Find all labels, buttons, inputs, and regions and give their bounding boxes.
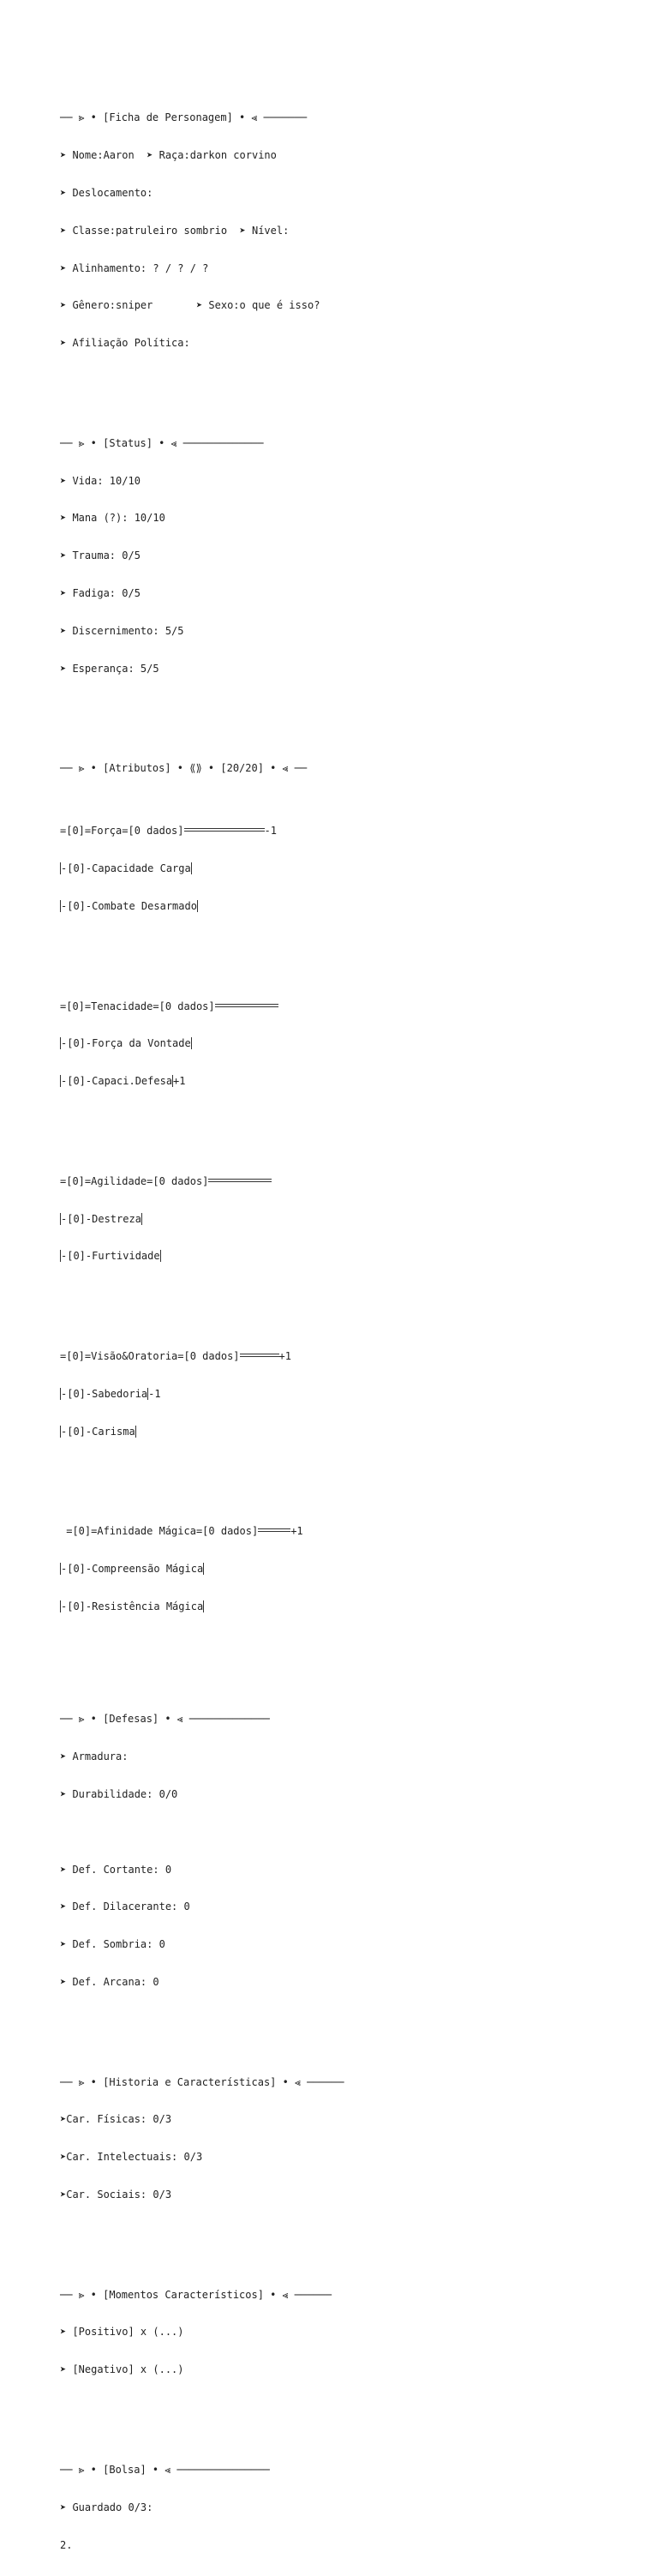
defense-item: ➤ Def. Dilacerante: 0 bbox=[60, 1900, 190, 1913]
attribute-title: =[0]=Força=[0 dados] bbox=[60, 825, 184, 838]
armadura-line: ➤ Armadura: bbox=[60, 1750, 129, 1763]
attribute-rule bbox=[208, 1179, 272, 1182]
spacer bbox=[60, 1463, 643, 1476]
border-bar bbox=[203, 1600, 204, 1612]
sub-attribute-modifier: -1 bbox=[148, 1387, 161, 1400]
attribute-modifier: +1 bbox=[290, 1525, 303, 1538]
sub-attribute: -[0]-Destreza bbox=[61, 1212, 141, 1225]
status-item: ➤ Vida: 10/10 bbox=[60, 474, 141, 487]
attribute-title-forca bbox=[60, 825, 643, 838]
attribute-rule bbox=[184, 828, 265, 832]
attribute-title-afinidade-magica bbox=[60, 1525, 643, 1538]
sub-attribute: -[0]-Compreensão Mágica bbox=[61, 1563, 204, 1576]
section-header-atributos: ── ⪢ • [Atributos] • ⟪⟫ • [20/20] • ⪡ ── bbox=[60, 762, 308, 775]
sub-attribute-row bbox=[60, 1600, 643, 1613]
attribute-title: =[0]=Agilidade=[0 dados] bbox=[60, 1174, 209, 1187]
classe-nivel-line: ➤ Classe:patruleiro sombrio ➤ Nível: bbox=[60, 224, 290, 237]
status-item: ➤ Mana (?): 10/10 bbox=[60, 512, 165, 525]
spacer bbox=[60, 375, 643, 387]
section-header-momentos: ── ⪢ • [Momentos Característicos] • ⪡ ────── bbox=[60, 2288, 332, 2301]
section-header-ficha: ── ⪢ • [Ficha de Personagem] • ⪡ ─────── bbox=[60, 111, 308, 124]
characteristic-item: ➤Car. Intelectuais: 0/3 bbox=[60, 2151, 203, 2164]
genero-sexo-line: ➤ Gênero:sniper ➤ Sexo:o que é isso? bbox=[60, 299, 320, 312]
sub-attribute-row bbox=[60, 1037, 643, 1050]
sub-attribute-row bbox=[60, 900, 643, 913]
attribute-rule bbox=[240, 1354, 279, 1357]
attribute-title-tenacidade bbox=[60, 1000, 643, 1013]
sub-attribute-row bbox=[60, 1426, 643, 1438]
sub-attribute: -[0]-Sabedoria bbox=[61, 1387, 148, 1400]
sub-attribute: -[0]-Carisma bbox=[61, 1425, 135, 1438]
afiliacao-line: ➤ Afiliação Política: bbox=[60, 337, 190, 350]
sub-attribute: -[0]-Capaci.Defesa bbox=[61, 1075, 173, 1088]
status-item: ➤ Fadiga: 0/5 bbox=[60, 586, 141, 599]
section-header-bolsa: ── ⪢ • [Bolsa] • ⪡ ─────────────── bbox=[60, 2464, 270, 2476]
spacer bbox=[60, 938, 643, 951]
durabilidade-line: ➤ Durabilidade: 0/0 bbox=[60, 1787, 178, 1800]
spacer bbox=[60, 1826, 643, 1839]
alinhamento-line: ➤ Alinhamento: ? / ? / ? bbox=[60, 261, 209, 274]
guardado-line: ➤ Guardado 0/3: bbox=[60, 2501, 153, 2513]
section-header-status: ── ⪢ • [Status] • ⪡ ───────────── bbox=[60, 436, 264, 449]
attribute-rule bbox=[215, 1004, 278, 1007]
spacer bbox=[60, 1638, 643, 1663]
sub-attribute-row bbox=[60, 862, 643, 875]
characteristic-item: ➤Car. Físicas: 0/3 bbox=[60, 2113, 172, 2126]
spacer bbox=[60, 700, 643, 712]
characteristic-item: ➤Car. Sociais: 0/3 bbox=[60, 2188, 172, 2201]
sub-attribute-modifier: +1 bbox=[173, 1075, 186, 1088]
sub-attribute: -[0]-Força da Vontade bbox=[61, 1037, 191, 1050]
character-sheet bbox=[60, 62, 643, 2576]
moment-item: ➤ [Positivo] x (...) bbox=[60, 2326, 184, 2339]
border-bar bbox=[135, 1426, 136, 1438]
status-item: ➤ Trauma: 0/5 bbox=[60, 549, 141, 562]
sub-attribute-row bbox=[60, 1388, 643, 1401]
sub-attribute: -[0]-Resistência Mágica bbox=[61, 1600, 204, 1613]
border-bar bbox=[141, 1213, 142, 1225]
nome-raca-line: ➤ Nome:Aaron ➤ Raça:darkon corvino bbox=[60, 149, 277, 162]
border-bar bbox=[191, 1037, 192, 1049]
attribute-title: =[0]=Afinidade Mágica=[0 dados] bbox=[60, 1525, 259, 1538]
attribute-modifier: +1 bbox=[278, 1350, 291, 1363]
attribute-modifier: -1 bbox=[264, 825, 277, 838]
border-bar bbox=[197, 900, 198, 912]
spacer bbox=[60, 2401, 643, 2414]
section-header-defesas: ── ⪢ • [Defesas] • ⪡ ───────────── bbox=[60, 1713, 270, 1726]
spacer bbox=[60, 1113, 643, 1126]
attribute-title-visao-oratoria bbox=[60, 1350, 643, 1363]
sub-attribute: -[0]-Capacidade Carga bbox=[61, 862, 191, 874]
attribute-title-agilidade bbox=[60, 1175, 643, 1188]
defense-item: ➤ Def. Cortante: 0 bbox=[60, 1863, 172, 1876]
defense-item: ➤ Def. Arcana: 0 bbox=[60, 1975, 159, 1988]
border-bar bbox=[191, 862, 192, 874]
sub-attribute-row bbox=[60, 1563, 643, 1576]
deslocamento-line: ➤ Deslocamento: bbox=[60, 186, 153, 199]
attribute-title: =[0]=Visão&Oratoria=[0 dados] bbox=[60, 1350, 240, 1363]
defense-item: ➤ Def. Sombria: 0 bbox=[60, 1938, 165, 1951]
sub-attribute-row bbox=[60, 1213, 643, 1226]
sub-attribute: -[0]-Furtividade bbox=[61, 1250, 160, 1263]
sub-attribute: -[0]-Combate Desarmado bbox=[61, 899, 197, 912]
spacer bbox=[60, 2014, 643, 2027]
border-bar bbox=[203, 1563, 204, 1575]
moment-item: ➤ [Negativo] x (...) bbox=[60, 2363, 184, 2376]
spacer bbox=[60, 2226, 643, 2239]
spacer bbox=[60, 1288, 643, 1300]
sub-attribute-row bbox=[60, 1250, 643, 1263]
attribute-title: =[0]=Tenacidade=[0 dados] bbox=[60, 1000, 215, 1012]
section-header-historia: ── ⪢ • [Historia e Características] • ⪡ ────── bbox=[60, 2075, 344, 2088]
sub-attribute-row bbox=[60, 1075, 643, 1088]
status-item: ➤ Discernimento: 5/5 bbox=[60, 624, 184, 637]
attribute-rule bbox=[258, 1528, 290, 1532]
border-bar bbox=[160, 1250, 161, 1262]
status-item: ➤ Esperança: 5/5 bbox=[60, 662, 159, 675]
bag-slot: 2. bbox=[60, 2538, 73, 2551]
